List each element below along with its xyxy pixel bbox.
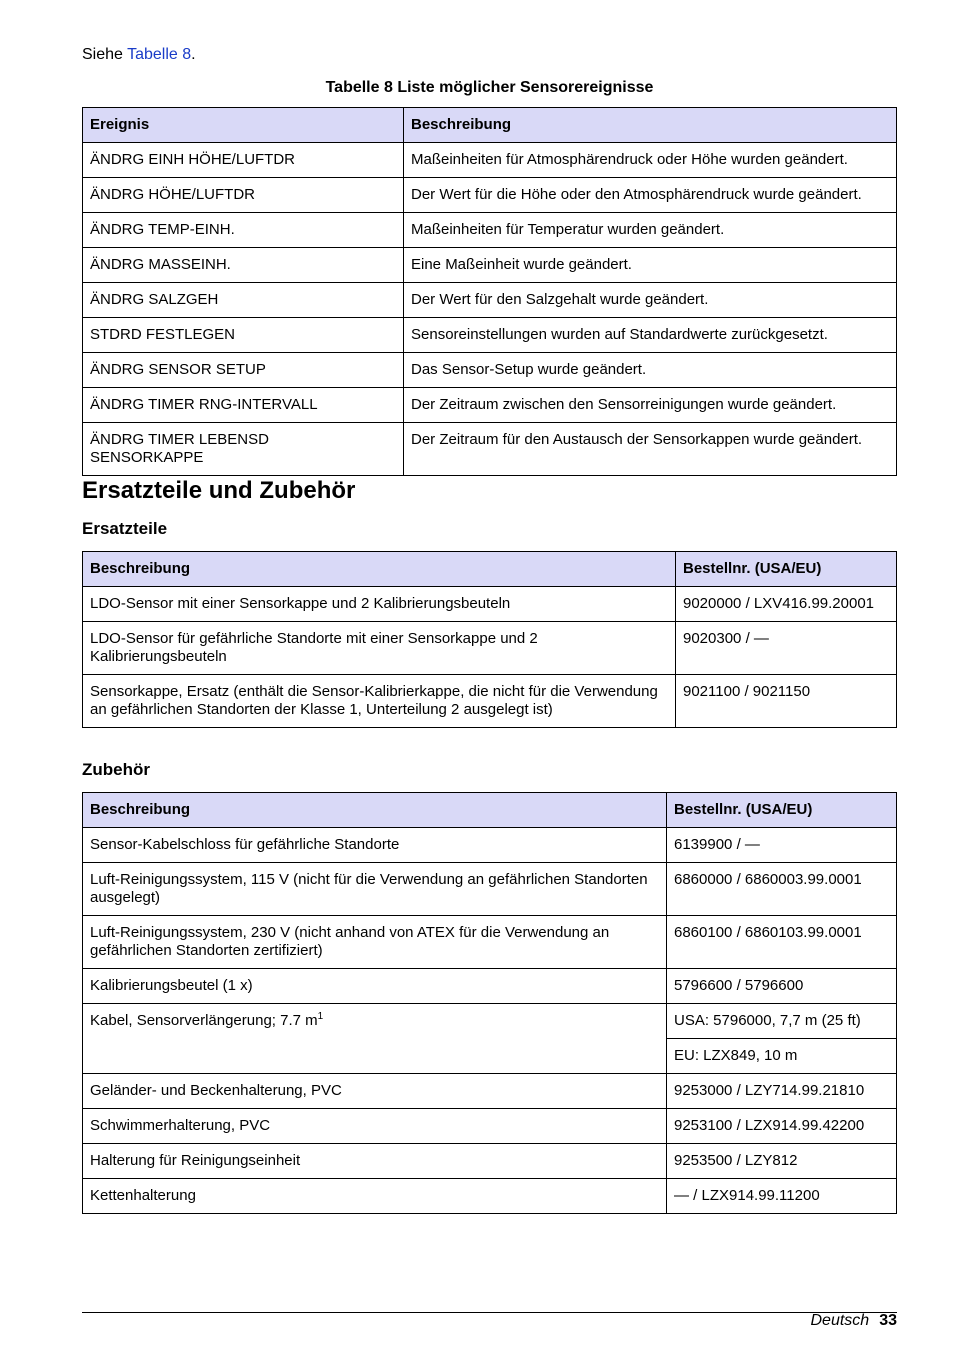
intro-text: Siehe Tabelle 8. (82, 46, 196, 63)
column-header: Beschreibung (83, 793, 667, 828)
footer-divider (82, 1312, 897, 1313)
table-row (83, 828, 897, 863)
table-row (83, 863, 897, 916)
description-cell: Halterung für Reinigungseinheit (83, 1144, 667, 1179)
table-row (83, 178, 897, 213)
table-row (83, 353, 897, 388)
order-number-cell: 9253000 / LZY714.99.21810 (667, 1074, 897, 1109)
description-cell: Eine Maßeinheit wurde geändert. (404, 248, 897, 283)
description-cell: Luft-Reinigungssystem, 230 V (nicht anhand von ATEX für die Verwendung an gefährlichen Standorten zertifiziert) (83, 916, 667, 969)
table-row (83, 1179, 897, 1214)
description-cell: Sensoreinstellungen wurden auf Standardwerte zurückgesetzt. (404, 318, 897, 353)
table-row (83, 283, 897, 318)
table-row (83, 248, 897, 283)
column-header: Beschreibung (83, 552, 676, 587)
order-number-cell: EU: LZX849, 10 m (667, 1039, 897, 1074)
event-cell: STDRD FESTLEGEN (83, 318, 404, 353)
table-row (83, 213, 897, 248)
kabel-description: Kabel, Sensorverlängerung; 7.7 m (90, 1012, 318, 1029)
section-title: Ersatzteile und Zubehör (82, 477, 356, 504)
description-cell: Der Zeitraum für den Austausch der Sensorkappen wurde geändert. (404, 423, 897, 476)
description-cell: Der Zeitraum zwischen den Sensorreinigungen wurde geändert. (404, 388, 897, 423)
table-row (83, 622, 897, 675)
zubehoer-table (82, 792, 897, 1214)
footnote-marker: 1 (317, 1011, 324, 1022)
table-row (83, 675, 897, 728)
table-row (83, 587, 897, 622)
order-number-cell: 6860100 / 6860103.99.0001 (667, 916, 897, 969)
table-row (83, 1109, 897, 1144)
table-row (83, 1074, 897, 1109)
description-cell: Geländer- und Beckenhalterung, PVC (83, 1074, 667, 1109)
order-number-cell: 6139900 / — (667, 828, 897, 863)
footer-language: Deutsch (810, 1312, 870, 1329)
order-number-cell: — / LZX914.99.11200 (667, 1179, 897, 1214)
order-number-cell: 9020300 / — (676, 622, 897, 675)
description-cell: Der Wert für die Höhe oder den Atmosphärendruck wurde geändert. (404, 178, 897, 213)
event-cell: ÄNDRG TEMP-EINH. (83, 213, 404, 248)
table-row (83, 143, 897, 178)
description-cell: Maßeinheiten für Temperatur wurden geändert. (404, 213, 897, 248)
description-cell: Kalibrierungsbeutel (1 x) (83, 969, 667, 1004)
ersatzteile-heading: Ersatzteile (82, 519, 168, 538)
order-number-cell: USA: 5796000, 7,7 m (25 ft) (667, 1004, 897, 1039)
description-cell: Schwimmerhalterung, PVC (83, 1109, 667, 1144)
description-cell: Der Wert für den Salzgehalt wurde geändert. (404, 283, 897, 318)
description-cell: LDO-Sensor für gefährliche Standorte mit einer Sensorkappe und 2 Kalibrierungsbeuteln (83, 622, 676, 675)
description-cell: Das Sensor-Setup wurde geändert. (404, 353, 897, 388)
description-cell (83, 1004, 667, 1074)
description-cell: LDO-Sensor mit einer Sensorkappe und 2 Kalibrierungsbeuteln (83, 587, 676, 622)
description-cell: Sensorkappe, Ersatz (enthält die Sensor-Kalibrierkappe, die nicht für die Verwendung an gefährlichen Standorten der Klasse 1, Unterteilung 2 ausgelegt ist) (83, 675, 676, 728)
column-header: Bestellnr. (USA/EU) (667, 793, 897, 828)
event-cell: ÄNDRG HÖHE/LUFTDR (83, 178, 404, 213)
table-8-caption: Tabelle 8 Liste möglicher Sensorereignisse (325, 79, 654, 96)
order-number-cell: 9020000 / LXV416.99.20001 (676, 587, 897, 622)
table-row (83, 969, 897, 1004)
description-cell: Maßeinheiten für Atmosphärendruck oder Höhe wurden geändert. (404, 143, 897, 178)
event-cell: ÄNDRG MASSEINH. (83, 248, 404, 283)
description-cell: Luft-Reinigungssystem, 115 V (nicht für die Verwendung an gefährlichen Standorten ausgelegt) (83, 863, 667, 916)
table-row (83, 423, 897, 476)
page-number: 33 (879, 1312, 897, 1329)
order-number-cell: 5796600 / 5796600 (667, 969, 897, 1004)
event-cell: ÄNDRG SALZGEH (83, 283, 404, 318)
description-cell: Kettenhalterung (83, 1179, 667, 1214)
description-cell: Sensor-Kabelschloss für gefährliche Standorte (83, 828, 667, 863)
table-row (83, 916, 897, 969)
ersatzteile-table (82, 551, 897, 728)
table-row (83, 318, 897, 353)
order-number-cell: 6860000 / 6860003.99.0001 (667, 863, 897, 916)
column-header: Beschreibung (404, 108, 897, 143)
sensor-events-table (82, 107, 897, 476)
column-header: Bestellnr. (USA/EU) (676, 552, 897, 587)
order-number-cell: 9021100 / 9021150 (676, 675, 897, 728)
column-header: Ereignis (83, 108, 404, 143)
table-row (83, 1004, 897, 1039)
table-row (83, 1144, 897, 1179)
table-8-link[interactable]: Tabelle 8 (127, 46, 192, 63)
zubehoer-heading: Zubehör (82, 760, 150, 779)
page-footer (811, 1312, 898, 1330)
event-cell: ÄNDRG TIMER LEBENSD SENSORKAPPE (83, 423, 404, 476)
event-cell: ÄNDRG EINH HÖHE/LUFTDR (83, 143, 404, 178)
order-number-cell: 9253500 / LZY812 (667, 1144, 897, 1179)
event-cell: ÄNDRG TIMER RNG-INTERVALL (83, 388, 404, 423)
table-row (83, 388, 897, 423)
event-cell: ÄNDRG SENSOR SETUP (83, 353, 404, 388)
order-number-cell: 9253100 / LZX914.99.42200 (667, 1109, 897, 1144)
